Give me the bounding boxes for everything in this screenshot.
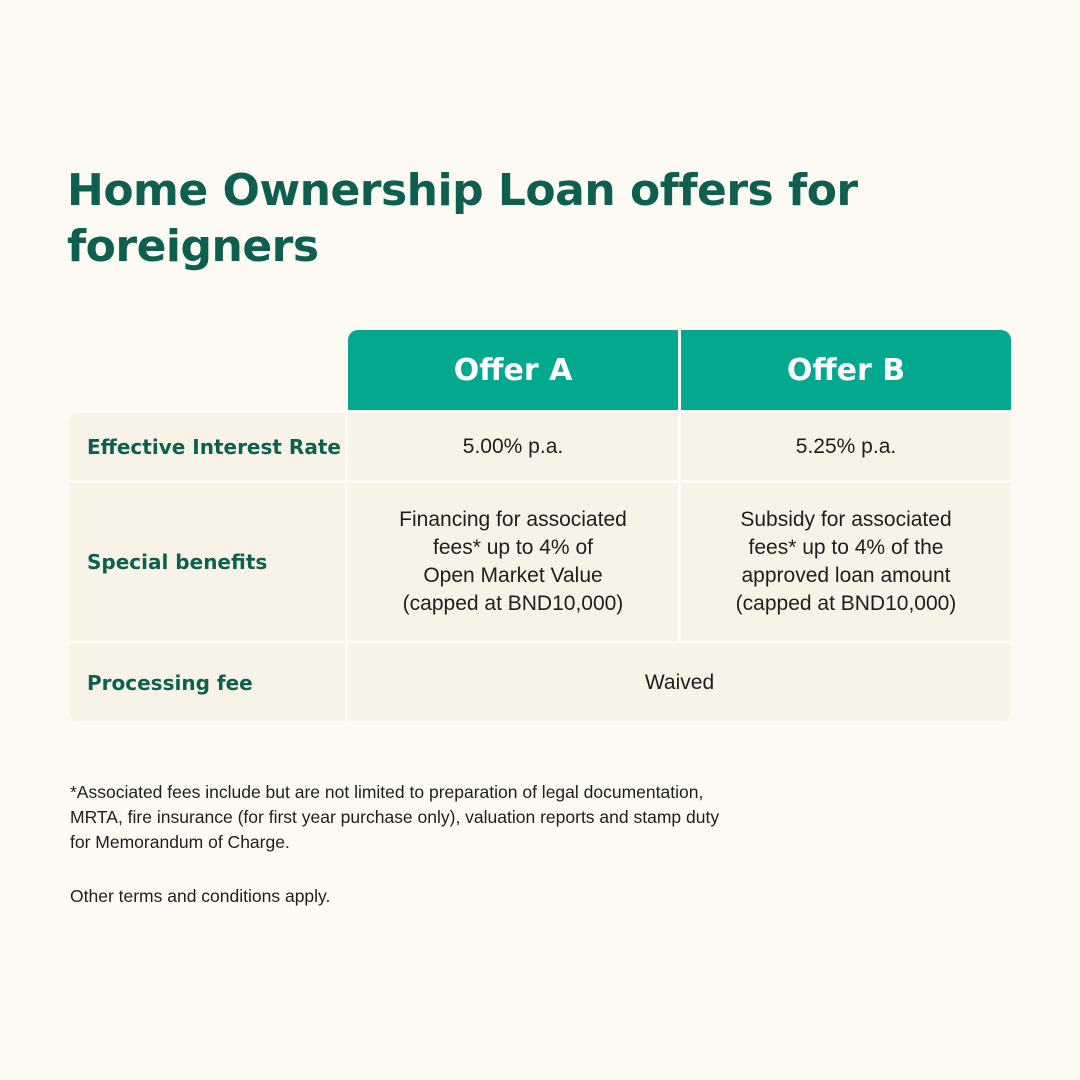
footnote-line: MRTA, fire insurance (for first year purchase only), valuation reports and stamp duty [70,807,720,827]
table-corner [69,330,345,410]
processing-fee-value: Waived [348,644,1011,721]
interest-rate-label: Effective Interest Rate [69,413,345,480]
offer-a-benefit-line: Financing for associated [399,508,627,531]
offer-a-interest-rate: 5.00% p.a. [348,413,678,480]
offer-a-special-benefits [348,483,678,641]
offer-a-benefit-line: fees* up to 4% of [433,536,593,559]
offer-b-special-benefits [681,483,1011,641]
offer-a-benefit-line: (capped at BND10,000) [402,592,624,615]
title-line-2: foreigners [67,221,319,272]
terms-notice: Other terms and conditions apply. [70,886,331,906]
footnote-line: for Memorandum of Charge. [70,832,290,852]
page-title [67,163,967,275]
associated-fees-footnote [70,780,870,855]
offer-b-header: Offer B [681,330,1011,410]
processing-fee-label: Processing fee [69,644,345,721]
title-line-1: Home Ownership Loan offers for [67,165,858,216]
special-benefits-label: Special benefits [69,483,345,641]
offers-comparison-table [69,330,1010,721]
offer-b-benefit-line: (capped at BND10,000) [735,592,957,615]
offer-b-benefit-line: approved loan amount [741,564,951,587]
offer-b-benefit-line: Subsidy for associated [740,508,952,531]
offer-a-header: Offer A [348,330,678,410]
offer-a-benefit-line: Open Market Value [423,564,603,587]
footnote-line: *Associated fees include but are not limited to preparation of legal documentation, [70,782,704,802]
offer-b-interest-rate: 5.25% p.a. [681,413,1011,480]
offer-b-benefit-line: fees* up to 4% of the [748,536,944,559]
